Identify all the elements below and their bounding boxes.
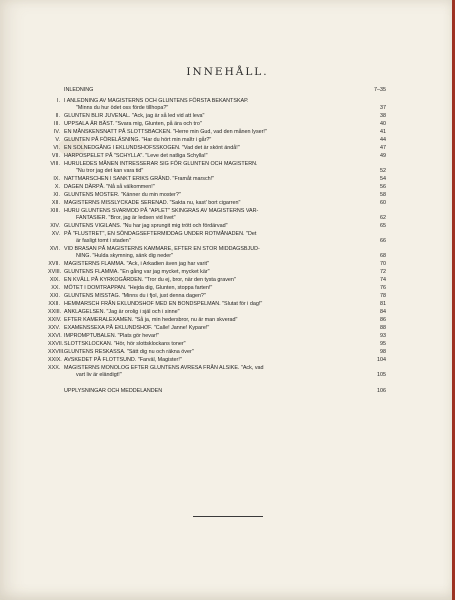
entry-title-continued: "Minns du hur ödet oss förde tillhopa?" bbox=[76, 105, 169, 111]
entry-title: NATTMARSCHEN I SANKT ERIKS GRÄND. "Framåt marsch!" bbox=[64, 176, 215, 182]
toc-entry bbox=[48, 268, 386, 276]
toc-entry bbox=[48, 160, 370, 168]
entry-title: MAGISTERNS MISSLYCKADE SERENAD. "Sakta nu, kast' bort cigarren" bbox=[64, 200, 241, 206]
entry-page-number: 52 bbox=[380, 168, 386, 174]
entry-number: XVI. bbox=[49, 246, 60, 252]
entry-page-number: 72 bbox=[380, 269, 386, 275]
toc-entry bbox=[48, 340, 386, 348]
entry-number: XX. bbox=[51, 285, 60, 291]
entry-number: XXX. bbox=[48, 365, 61, 371]
entry-number: XXVIII. bbox=[48, 349, 65, 355]
toc-entry bbox=[48, 300, 386, 308]
entry-title: GLUNTENS VIGILANS. "Nu har jag sprungit mig trött och fördärvad" bbox=[64, 223, 228, 229]
toc-entry bbox=[48, 387, 386, 395]
entry-title: IMPROMPTUBALEN. "Plats gör hevar!" bbox=[64, 333, 160, 339]
entry-title: EN KVÄLL PÅ KYRKOGÅRDEN. "Tror du ej, bror, när den tysta graven" bbox=[64, 277, 236, 283]
entry-number: II. bbox=[55, 113, 60, 119]
entry-title: EN SOLNEDGÅNG I EKLUNDSHOFSSKOGEN. "Vad det är skönt ändå!" bbox=[64, 145, 240, 151]
entry-number: XXIII. bbox=[48, 309, 62, 315]
entry-number: XXVII. bbox=[48, 341, 64, 347]
entry-number: XXVI. bbox=[48, 333, 62, 339]
entry-number: XXI. bbox=[49, 293, 60, 299]
entry-number: XII. bbox=[51, 200, 60, 206]
entry-page-number: 86 bbox=[380, 317, 386, 323]
toc-entry bbox=[48, 207, 370, 215]
entry-title: HEMMARSCH FRÅN EKLUNDSHOF MED EN BONDSPELMAN. "Slutat för i dag!" bbox=[64, 301, 263, 307]
entry-title: DAGEN DÄRPÅ. "Nå så välkommen!" bbox=[64, 184, 155, 190]
entry-title: HURULEDES MÅNEN INTRESSERAR SIG FÖR GLUNTEN OCH MAGISTERN. bbox=[64, 161, 258, 167]
entry-number: XXIV. bbox=[48, 317, 62, 323]
entry-page-number: 105 bbox=[377, 372, 386, 378]
entry-title: HARPOSPELET PÅ "SCHYLLA". "Leve det natliga Schylla!" bbox=[64, 153, 208, 159]
entry-title: GLUNTEN PÅ FÖRELÄSNING. "Har du hört min maîtr i går?" bbox=[64, 137, 212, 143]
entry-page-number: 68 bbox=[380, 253, 386, 259]
toc-entry bbox=[48, 332, 386, 340]
entry-title: GLUNTEN BLIR JUVENAL. "Ack, jag är så led vid att leva" bbox=[64, 113, 205, 119]
entry-title: VID BRASAN PÅ MAGISTERNS KAMMARE, EFTER EN STOR MIDDAGSBJUD- bbox=[64, 246, 260, 252]
toc-entry bbox=[48, 128, 386, 136]
entry-page-number: 70 bbox=[380, 261, 386, 267]
entry-title: UPPLYSNINGAR OCH MEDDELANDEN bbox=[64, 388, 163, 394]
toc-entry bbox=[48, 183, 386, 191]
entry-page-number: 44 bbox=[380, 137, 386, 143]
entry-page-number: 104 bbox=[377, 357, 386, 363]
toc-entry bbox=[48, 230, 370, 238]
toc-entry bbox=[48, 284, 386, 292]
entry-title-continued: "Nu tror jag det kan vara tid" bbox=[76, 168, 144, 174]
entry-number: XIII. bbox=[50, 208, 60, 214]
entry-page-number: 54 bbox=[380, 176, 386, 182]
entry-title: AVSKEDET PÅ FLOTTSUND. "Farväl, Magister!" bbox=[64, 357, 182, 363]
entry-title: PÅ "FLUSTRET", EN SÖNDAGSEFTERMIDDAG UNDER ROTMÅNADEN. "Det bbox=[64, 231, 257, 237]
entry-number: XXV. bbox=[48, 325, 60, 331]
toc-entry bbox=[48, 324, 386, 332]
entry-title: GLUNTENS MISSTAG. "Minns du i fjol, just denna dagen?" bbox=[64, 293, 206, 299]
toc-entry bbox=[48, 260, 386, 268]
entry-title: I ANLEDNING AV MAGISTERNS OCH GLUNTENS FÖRSTA BEKANTSKAP. bbox=[64, 98, 249, 104]
entry-number: VII. bbox=[51, 153, 60, 159]
entry-page-number: 93 bbox=[380, 333, 386, 339]
entry-number: XVIII. bbox=[48, 269, 62, 275]
entry-number: XV. bbox=[51, 231, 60, 237]
toc-entry bbox=[48, 222, 386, 230]
entry-page-number: 41 bbox=[380, 129, 386, 135]
toc-entry bbox=[48, 316, 386, 324]
entry-page-number: 37 bbox=[380, 105, 386, 111]
toc-entry bbox=[48, 348, 386, 356]
entry-page-number: 7–35 bbox=[374, 87, 386, 93]
toc-entry bbox=[48, 245, 370, 253]
entry-title: INLEDNING bbox=[64, 87, 94, 93]
entry-page-number: 88 bbox=[380, 325, 386, 331]
entry-title-continued: är fasligt tomt i staden" bbox=[76, 238, 131, 244]
entry-title-continued: NING. "Hulda skymning, sänk dig neder" bbox=[76, 253, 174, 259]
entry-number: XI. bbox=[53, 192, 60, 198]
entry-page-number: 78 bbox=[380, 293, 386, 299]
toc-entry-continuation bbox=[48, 253, 386, 260]
entry-page-number: 38 bbox=[380, 113, 386, 119]
entry-title: GLUNTENS FLAMMA. "En gång var jag mycket, mycket kär" bbox=[64, 269, 210, 275]
entry-title: MAGISTERNS FLAMMA. "Ack, i Arkadien även jag har varit" bbox=[64, 261, 209, 267]
page-title: INNEHÅLL. bbox=[186, 66, 269, 78]
entry-number: IX. bbox=[53, 176, 60, 182]
entry-page-number: 56 bbox=[380, 184, 386, 190]
entry-page-number: 74 bbox=[380, 277, 386, 283]
entry-page-number: 58 bbox=[380, 192, 386, 198]
entry-page-number: 76 bbox=[380, 285, 386, 291]
entry-page-number: 60 bbox=[380, 200, 386, 206]
entry-page-number: 47 bbox=[380, 145, 386, 151]
entry-page-number: 66 bbox=[380, 238, 386, 244]
toc-entry-continuation bbox=[48, 215, 386, 222]
entry-number: X. bbox=[54, 184, 60, 190]
entry-title: EXAMENSSEXA PÅ EKLUNDSHOF. "Calle! Janne! Kypare!" bbox=[64, 325, 210, 331]
entry-page-number: 95 bbox=[380, 341, 386, 347]
separator-line bbox=[193, 516, 263, 517]
entry-page-number: 98 bbox=[380, 349, 386, 355]
toc-entry bbox=[48, 308, 386, 316]
toc-entry bbox=[48, 86, 386, 94]
toc-entry bbox=[48, 136, 386, 144]
entry-number: XVII. bbox=[48, 261, 60, 267]
entry-number: III. bbox=[54, 121, 60, 127]
toc-entry bbox=[48, 292, 386, 300]
toc-entry bbox=[48, 112, 386, 120]
entry-number: I. bbox=[57, 98, 60, 104]
entry-title-continued: vart liv är eländigt!" bbox=[76, 372, 122, 378]
entry-number: VIII. bbox=[50, 161, 60, 167]
entry-title: MÖTET I DOMTRAPPAN. "Hejda dig, Glunten, stoppa farten!" bbox=[64, 285, 213, 291]
entry-page-number: 62 bbox=[380, 215, 386, 221]
toc-entry-continuation bbox=[48, 372, 386, 379]
entry-number: VI. bbox=[53, 145, 60, 151]
toc-entry bbox=[48, 356, 386, 364]
toc-entry-continuation bbox=[48, 168, 386, 175]
entry-page-number: 40 bbox=[380, 121, 386, 127]
entry-title: SLOTTSKLOCKAN. "Hör, hör slottsklockans toner" bbox=[64, 341, 186, 347]
entry-number: XXIX. bbox=[48, 357, 62, 363]
toc-entry-continuation bbox=[48, 238, 386, 245]
entry-number: XIV. bbox=[50, 223, 60, 229]
toc-entry bbox=[48, 175, 386, 183]
toc-entry bbox=[48, 152, 386, 160]
entry-page-number: 106 bbox=[377, 388, 386, 394]
entry-number: IV. bbox=[53, 129, 60, 135]
entry-number: XIX. bbox=[49, 277, 60, 283]
toc-entry bbox=[48, 364, 370, 372]
table-of-contents bbox=[48, 86, 386, 395]
entry-title: EN MÅNSKENSNATT PÅ SLOTTSBACKEN. "Herre min Gud, vad den månen lyser!" bbox=[64, 129, 267, 135]
entry-title: MAGISTERNS MONOLOG EFTER GLUNTENS AVRESA FRÅN ALSIKE. "Ack, vad bbox=[64, 365, 264, 371]
entry-title-continued: FANTASIER. "Bror, jag är ledsen vid livet" bbox=[76, 215, 176, 221]
entry-page-number: 65 bbox=[380, 223, 386, 229]
toc-entry bbox=[48, 191, 386, 199]
entry-title: HURU GLUNTENS SVARMOD PÅ "APLET" SKINGRAS AV MAGISTERNS VAR- bbox=[64, 208, 259, 214]
toc-entry bbox=[48, 97, 370, 105]
entry-page-number: 84 bbox=[380, 309, 386, 315]
entry-number: V. bbox=[55, 137, 60, 143]
entry-title: UPPSALA ÄR BÄST. "Svara mig, Glunten, på ära och tro" bbox=[64, 121, 202, 127]
toc-entry bbox=[48, 120, 386, 128]
entry-title: GLUNTENS MOSTER. "Känner du min moster?" bbox=[64, 192, 181, 198]
toc-entry bbox=[48, 276, 386, 284]
toc-entry bbox=[48, 144, 386, 152]
toc-entry bbox=[48, 199, 386, 207]
entry-page-number: 49 bbox=[380, 153, 386, 159]
entry-title: EFTER KAMERALEXAMEN. "Så ja, min hedersbror, nu är man skverad" bbox=[64, 317, 238, 323]
entry-title: ANKLAGELSEN. "Jag är orolig i själ och i sinne" bbox=[64, 309, 180, 315]
entry-page-number: 81 bbox=[380, 301, 386, 307]
entry-number: XXII. bbox=[48, 301, 60, 307]
entry-title: GLUNTENS RESKASSA. "Sätt dig nu och räkna över" bbox=[64, 349, 194, 355]
toc-entry-continuation bbox=[48, 105, 386, 112]
